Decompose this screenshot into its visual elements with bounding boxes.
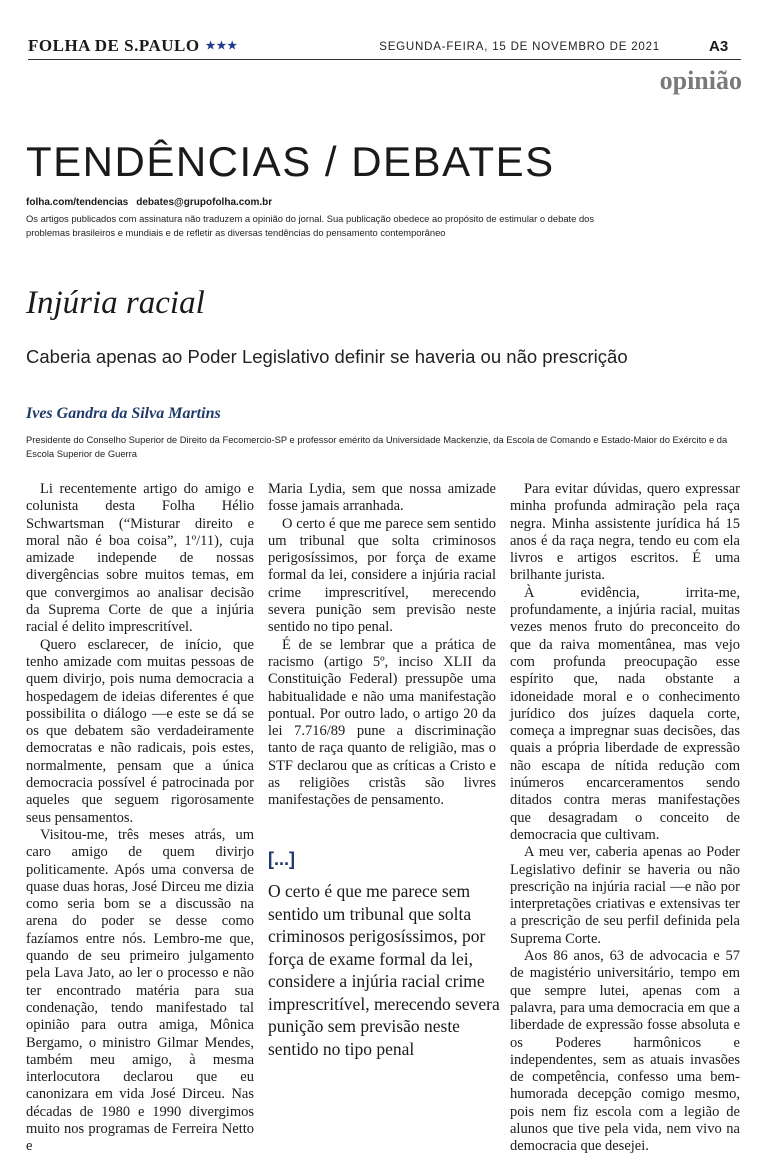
pullquote: O certo é que me parece sem sentido um tribunal que solta criminosos perigosíssimos, por força de exame formal da lei, considere a injúria racial crime imprescritível, merecendo severa punição sem previsão neste sentido no tipo penal [268, 881, 500, 1059]
author-name: Ives Gandra da Silva Martins [26, 405, 221, 422]
paragraph: Maria Lydia, sem que nossa amizade fosse jamais arranhada. [268, 481, 496, 515]
kicker-title: TENDÊNCIAS / DEBATES [26, 138, 555, 185]
article-column-1 [26, 481, 254, 1156]
disclaimer: Os artigos publicados com assinatura não traduzem a opinião do jornal. Sua publicação obedece ao propósito de estimular o debate dos problemas brasileiros e mundiais e de refletir as diversas tendências do pensamento contemporâneo [26, 213, 595, 238]
paragraph: É de se lembrar que a prática de racismo (artigo 5º, inciso XLII da Constituição Federal) pressupõe uma habitualidade e não uma manifestação pontual. Por outro lado, o artigo 20 da lei 7.716/89 pune a discriminação tanto de raça quanto de religião, mas o STF declarou que as críticas a Cristo e as religiões cristãs são livres manifestações de pensamento. [268, 636, 496, 809]
article-column-2 [268, 481, 496, 810]
header-rule [28, 59, 741, 60]
paragraph: O certo é que me parece sem sentido um tribunal que solta criminosos perigosíssimos, por força de exame formal da lei, considere a injúria racial crime imprescritível, merecendo severa punição sem previsão neste sentido no tipo penal. [268, 515, 496, 636]
dateline: SEGUNDA-FEIRA, 15 DE NOVEMBRO DE 2021 [379, 41, 660, 53]
author-bio: Presidente do Conselho Superior de Direito da Fecomercio-SP e professor emérito da Universidade Mackenzie, da Escola de Comando e Estado-Maior do Exército e da Escola Superior de Guerra [26, 434, 728, 459]
page-number: A3 [709, 38, 729, 55]
article-headline: Injúria racial [26, 285, 205, 321]
paragraph: Para evitar dúvidas, quero expressar minha profunda admiração pela raça negra. Minha assistente jurídica há 15 anos é da raça negra, tendo eu com ela livros e artigos escritos. É uma brilhante jurista. [510, 481, 740, 584]
paragraph: À evidência, irrita-me, profundamente, a injúria racial, muitas vezes menos fruto do preconceito do que da raiva momentânea, mas vejo com profunda preocupação esse espírito que, nada obstante a idoneidade moral e o conhecimento jurídico dos juízes daquela corte, começa a impregnar suas decisões, das quais a própria liberdade de expressão não escapa de nítida redução com inúmeros encarceramentos sendo ditados contra meras manifestações que desagradam o conceito de democracia que cultivam. [510, 584, 740, 843]
paragraph: Quero esclarecer, de início, que tenho amizade com muitas pessoas de quem divirjo, pois numa democracia a hospedagem de ideias diferentes é que possibilita o diálogo —e este se dá se os que debatem são verdadeiramente democratas e não radicais, pois estes, normalmente, pensam que a única democracia possível é patrocinada por aqueles que seguem rigorosamente seus pensamentos. [26, 636, 254, 826]
paragraph: Li recentemente artigo do amigo e colunista desta Folha Hélio Schwartsman (“Misturar direito e moral não é boa coisa”, 1º/11), cuja amizade independe de nossas divergências sobre muitos temas, em que convergimos ao analisar decisão da Suprema Corte de que a injúria racial é delito imprescritível. [26, 481, 254, 636]
paragraph: Visitou-me, três meses atrás, um caro amigo de quem divirjo politicamente. Após uma conversa de quase duas horas, José Dirceu me dizia como seria bom se a discussão na arena do poder se desse como fazíamos entre nós. Lembro-me que, quando de seu primeiro julgamento pela Lava Jato, ao ler o processo e não ter encontrado matéria para sua condenação, tendo manifestado tal opinião para outra amiga, Mônica Bergamo, o ministro Gilmar Mendes, também meu amigo, à mesma interlocutora declarou que eu canonizara em vida José Dirceu. Nas décadas de 1980 e 1990 divergimos muito nos programas de Ferreira Netto e [26, 826, 254, 1155]
article-subtitle: Caberia apenas ao Poder Legislativo definir se haveria ou não prescrição [26, 346, 628, 367]
pullquote-mark: [...] [268, 849, 295, 869]
article-column-3 [510, 481, 740, 1156]
masthead-title: FOLHA DE S.PAULO [28, 36, 200, 55]
masthead-stars-icon: ★★★ [205, 40, 239, 52]
masthead [28, 36, 238, 56]
contact-url[interactable]: folha.com/tendencias [26, 197, 129, 208]
paragraph: Aos 86 anos, 63 de advocacia e 57 de magistério universitário, tempo em que sempre lutei, apenas com a palavra, para uma democracia em que a liberdade de expressão fosse absoluta e os Poderes harmônicos e independentes, sem as atuais invasões de competência, confesso uma bem-humorada decepção comigo mesmo, pois nem fiz escola com a legião de alunos que tive pela vida, nem vivo na democracia que desejei. [510, 948, 740, 1155]
section-label: opinião [659, 66, 742, 95]
paragraph: A meu ver, caberia apenas ao Poder Legislativo definir se haveria ou não prescrição na injúria racial —e não por interpretações criativas e extensivas ter a prescrição de seu perfil definida pela Suprema Corte. [510, 844, 740, 947]
contact-line [26, 197, 280, 208]
contact-email[interactable]: debates@grupofolha.com.br [136, 197, 273, 208]
